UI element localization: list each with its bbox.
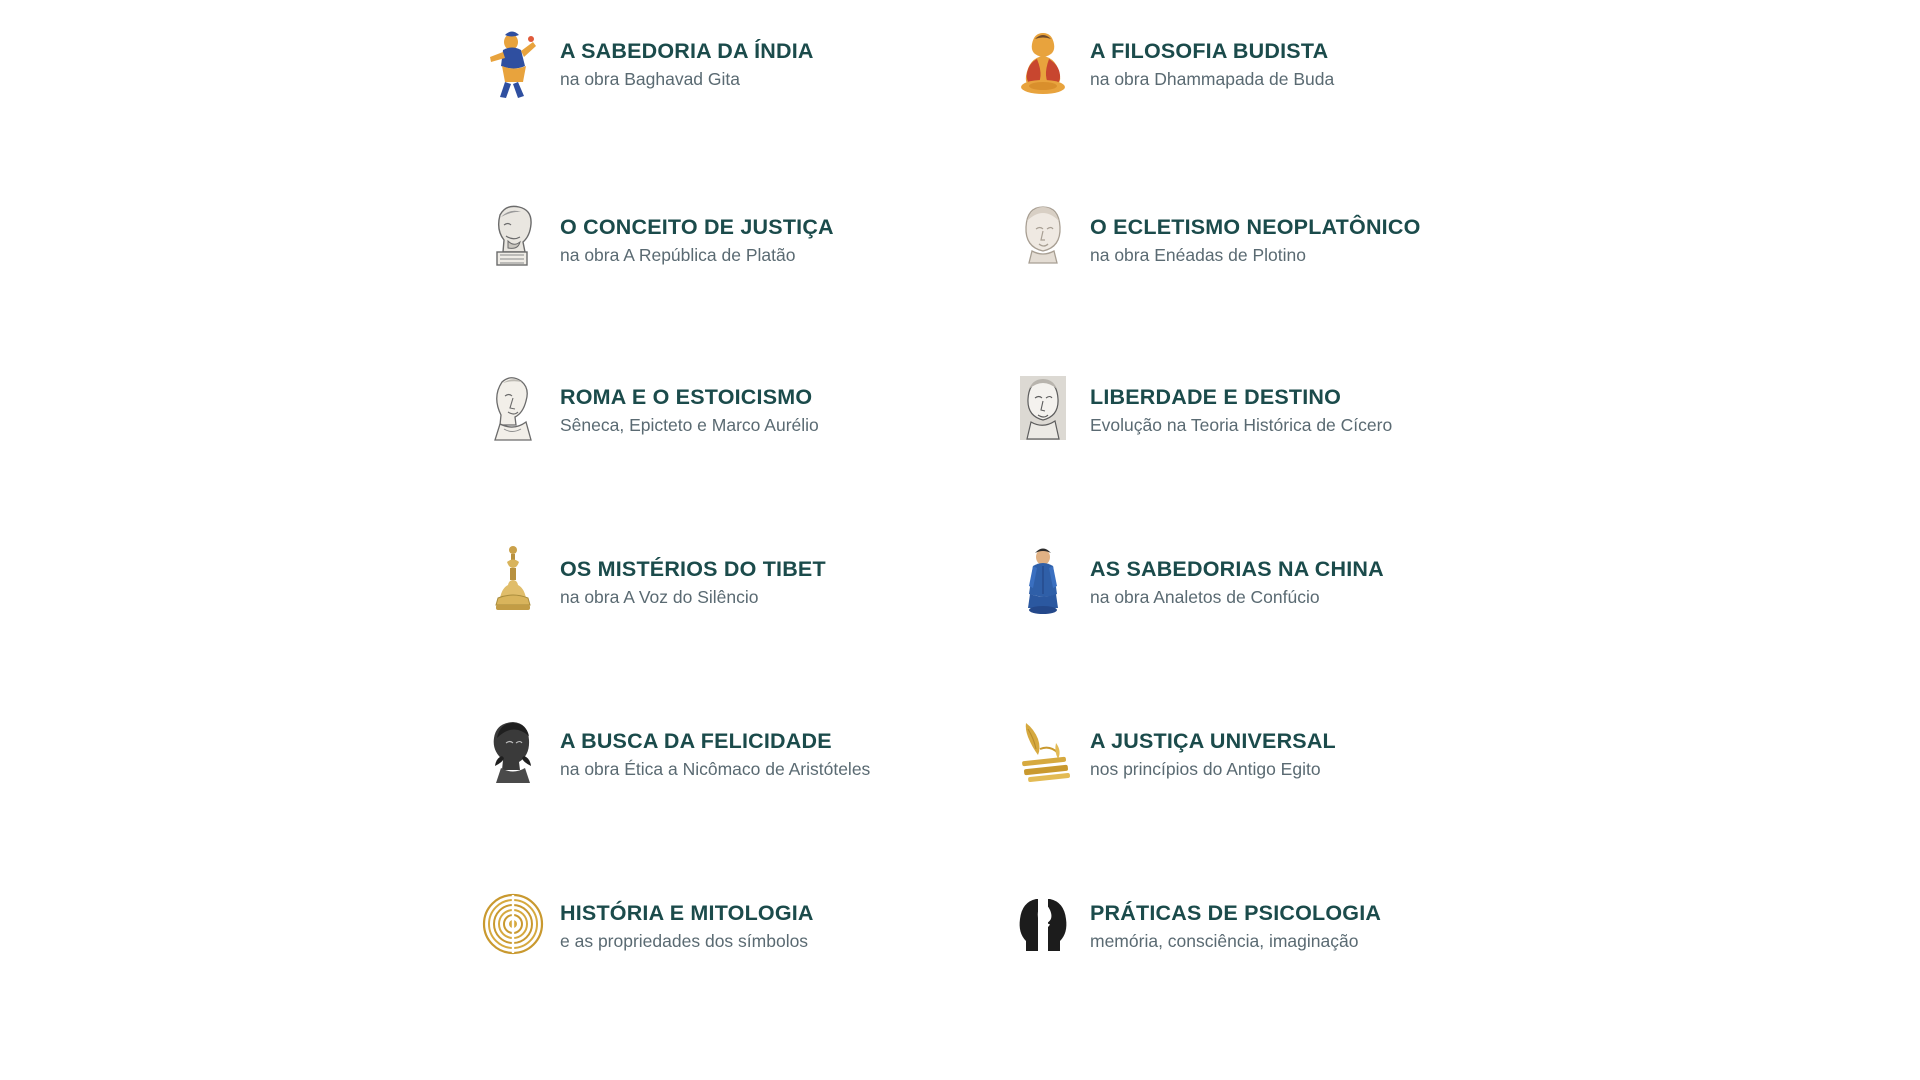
course-title: AS SABEDORIAS NA CHINA [1090,557,1384,581]
course-subtitle: na obra Baghavad Gita [560,68,740,89]
course-item[interactable] [1010,372,1440,544]
maat-feather-scale-icon [1010,716,1076,788]
course-subtitle: na obra A Voz do Silêncio [560,586,759,607]
course-title: LIBERDADE E DESTINO [1090,385,1342,409]
course-title: O ECLETISMO NEOPLATÔNICO [1090,215,1421,239]
tibetan-bell-icon [480,544,546,616]
spiral-labyrinth-icon [480,888,546,960]
human-head-profile-icon [1010,888,1076,960]
course-subtitle: na obra A República de Platão [560,244,796,265]
course-item[interactable] [480,716,1010,888]
seated-buddha-icon [1010,28,1076,100]
course-title: A FILOSOFIA BUDISTA [1090,39,1329,63]
course-text [560,544,826,607]
course-item[interactable] [1010,716,1440,888]
course-grid [480,28,1480,1060]
confucius-figure-icon [1010,544,1076,616]
course-title: HISTÓRIA E MITOLOGIA [560,901,814,925]
course-subtitle: Sêneca, Epicteto e Marco Aurélio [560,414,819,435]
course-text [560,372,819,435]
course-subtitle: memória, consciência, imaginação [1090,930,1359,951]
course-text [1090,200,1421,265]
course-item[interactable] [480,200,1010,372]
course-subtitle: na obra Analetos de Confúcio [1090,586,1320,607]
course-title: ROMA E O ESTOICISMO [560,385,813,409]
course-subtitle: Evolução na Teoria Histórica de Cícero [1090,414,1393,435]
course-title: O CONCEITO DE JUSTIÇA [560,215,834,239]
course-item[interactable] [1010,544,1440,716]
course-item[interactable] [1010,28,1440,200]
course-text [1090,888,1381,951]
course-text [1090,28,1334,89]
course-item[interactable] [1010,888,1440,1060]
plato-bust-icon [480,200,546,272]
course-text [1090,716,1336,779]
course-subtitle: e as propriedades dos símbolos [560,930,809,951]
roman-bust-icon [480,372,546,444]
course-title: OS MISTÉRIOS DO TIBET [560,557,826,581]
course-subtitle: nos princípios do Antigo Egito [1090,758,1321,779]
dancing-figure-india-icon [480,28,546,100]
course-item[interactable] [1010,200,1440,372]
course-title: A BUSCA DA FELICIDADE [560,729,832,753]
course-text [560,716,870,779]
course-text [560,888,814,951]
plotinus-head-icon [1010,200,1076,272]
course-subtitle: na obra Dhammapada de Buda [1090,68,1335,89]
course-item[interactable] [480,28,1010,200]
course-text [1090,372,1392,435]
course-item[interactable] [480,544,1010,716]
course-item[interactable] [480,372,1010,544]
course-title: PRÁTICAS DE PSICOLOGIA [1090,901,1382,925]
cicero-bust-icon [1010,372,1076,444]
course-text [1090,544,1384,607]
course-subtitle: na obra Enéadas de Plotino [1090,244,1306,265]
course-title: A SABEDORIA DA ÍNDIA [560,39,814,63]
course-item[interactable] [480,888,1010,1060]
course-title: A JUSTIÇA UNIVERSAL [1090,729,1336,753]
course-text [560,200,834,265]
aristotle-bust-icon [480,716,546,788]
course-subtitle: na obra Ética a Nicômaco de Aristóteles [560,758,871,779]
course-text [560,28,814,89]
